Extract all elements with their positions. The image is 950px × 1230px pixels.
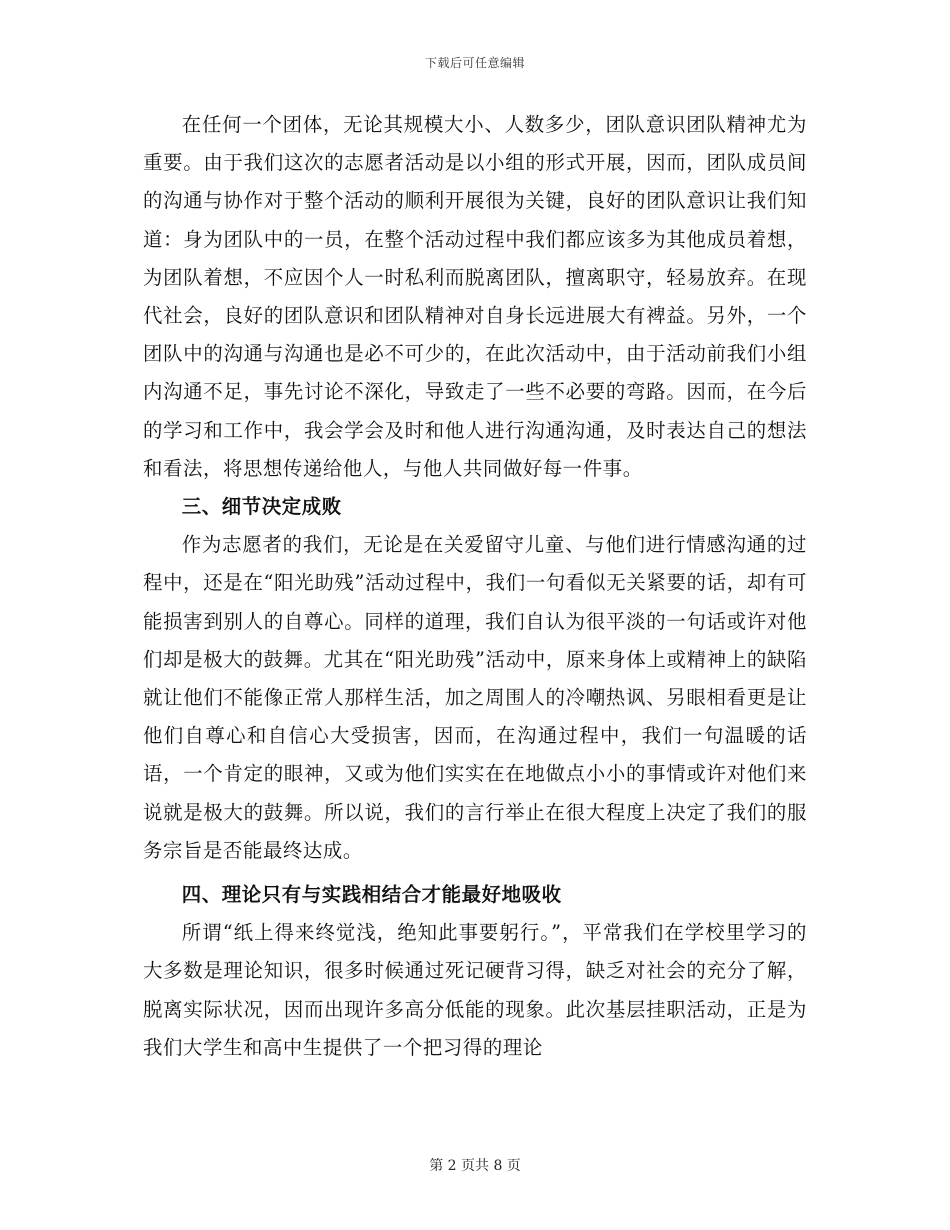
document-body bbox=[143, 106, 807, 1067]
page-number-footer: 第 2 页共 8 页 bbox=[429, 1158, 521, 1174]
section-heading-details: 三、细节决定成败 bbox=[181, 495, 342, 519]
page-header: 下载后可任意编辑 bbox=[424, 56, 525, 70]
paragraph-team-spirit: 在任何一个团体，无论其规模大小、人数多少，团队意识团队精神尤为重要。由于我们这次的志愿者活动是以小组的形式开展，因而，团队成员间的沟通与协作对于整个活动的顺利开展很为关键，良好的团队意识让我们知道：身为团队中的一员，在整个活动过程中我们都应该多为其他成员着想，为团队着想，不应因个人一时私利而脱离团队，擅离职守，轻易放弃。在现代社会，良好的团队意识和团队精神对自身长远进展大有裨益。另外，一个团队中的沟通与沟通也是必不可少的，在此次活动中，由于活动前我们小组内沟通不足，事先讨论不深化，导致走了一些不必要的弯路。因而，在今后的学习和工作中，我会学会及时和他人进行沟通沟通，及时表达自己的想法和看法，将思想传递给他人，与他人共同做好每一件事。 bbox=[143, 113, 807, 480]
section-heading-theory-practice: 四、理论只有与实践相结合才能最好地吸收 bbox=[181, 883, 562, 907]
paragraph-theory-practice: 所谓“纸上得来终觉浅，绝知此事要躬行。”，平常我们在学校里学习的大多数是理论知识，很多时候通过死记硬背习得，缺乏对社会的充分了解，脱离实际状况，因而出现许多高分低能的现象。此次基层挂职活动，正是为我们大学生和高中生提供了一个把习得的理论 bbox=[143, 921, 807, 1059]
paragraph-details: 作为志愿者的我们，无论是在关爱留守儿童、与他们进行情感沟通的过程中，还是在“阳光助残”活动过程中，我们一句看似无关紧要的话，却有可能损害到别人的自尊心。同样的道理，我们自认为很平淡的一句话或许对他们却是极大的鼓舞。尤其在“阳光助残”活动中，原来身体上或精神上的缺陷就让他们不能像正常人那样生活，加之周围人的冷嘲热讽、另眼相看更是让他们自尊心和自信心大受损害，因而，在沟通过程中，我们一句温暖的话语，一个肯定的眼神，又或为他们实实在在地做点小小的事情或许对他们来说就是极大的鼓舞。所以说，我们的言行举止在很大程度上决定了我们的服务宗旨是否能最终达成。 bbox=[143, 533, 807, 862]
